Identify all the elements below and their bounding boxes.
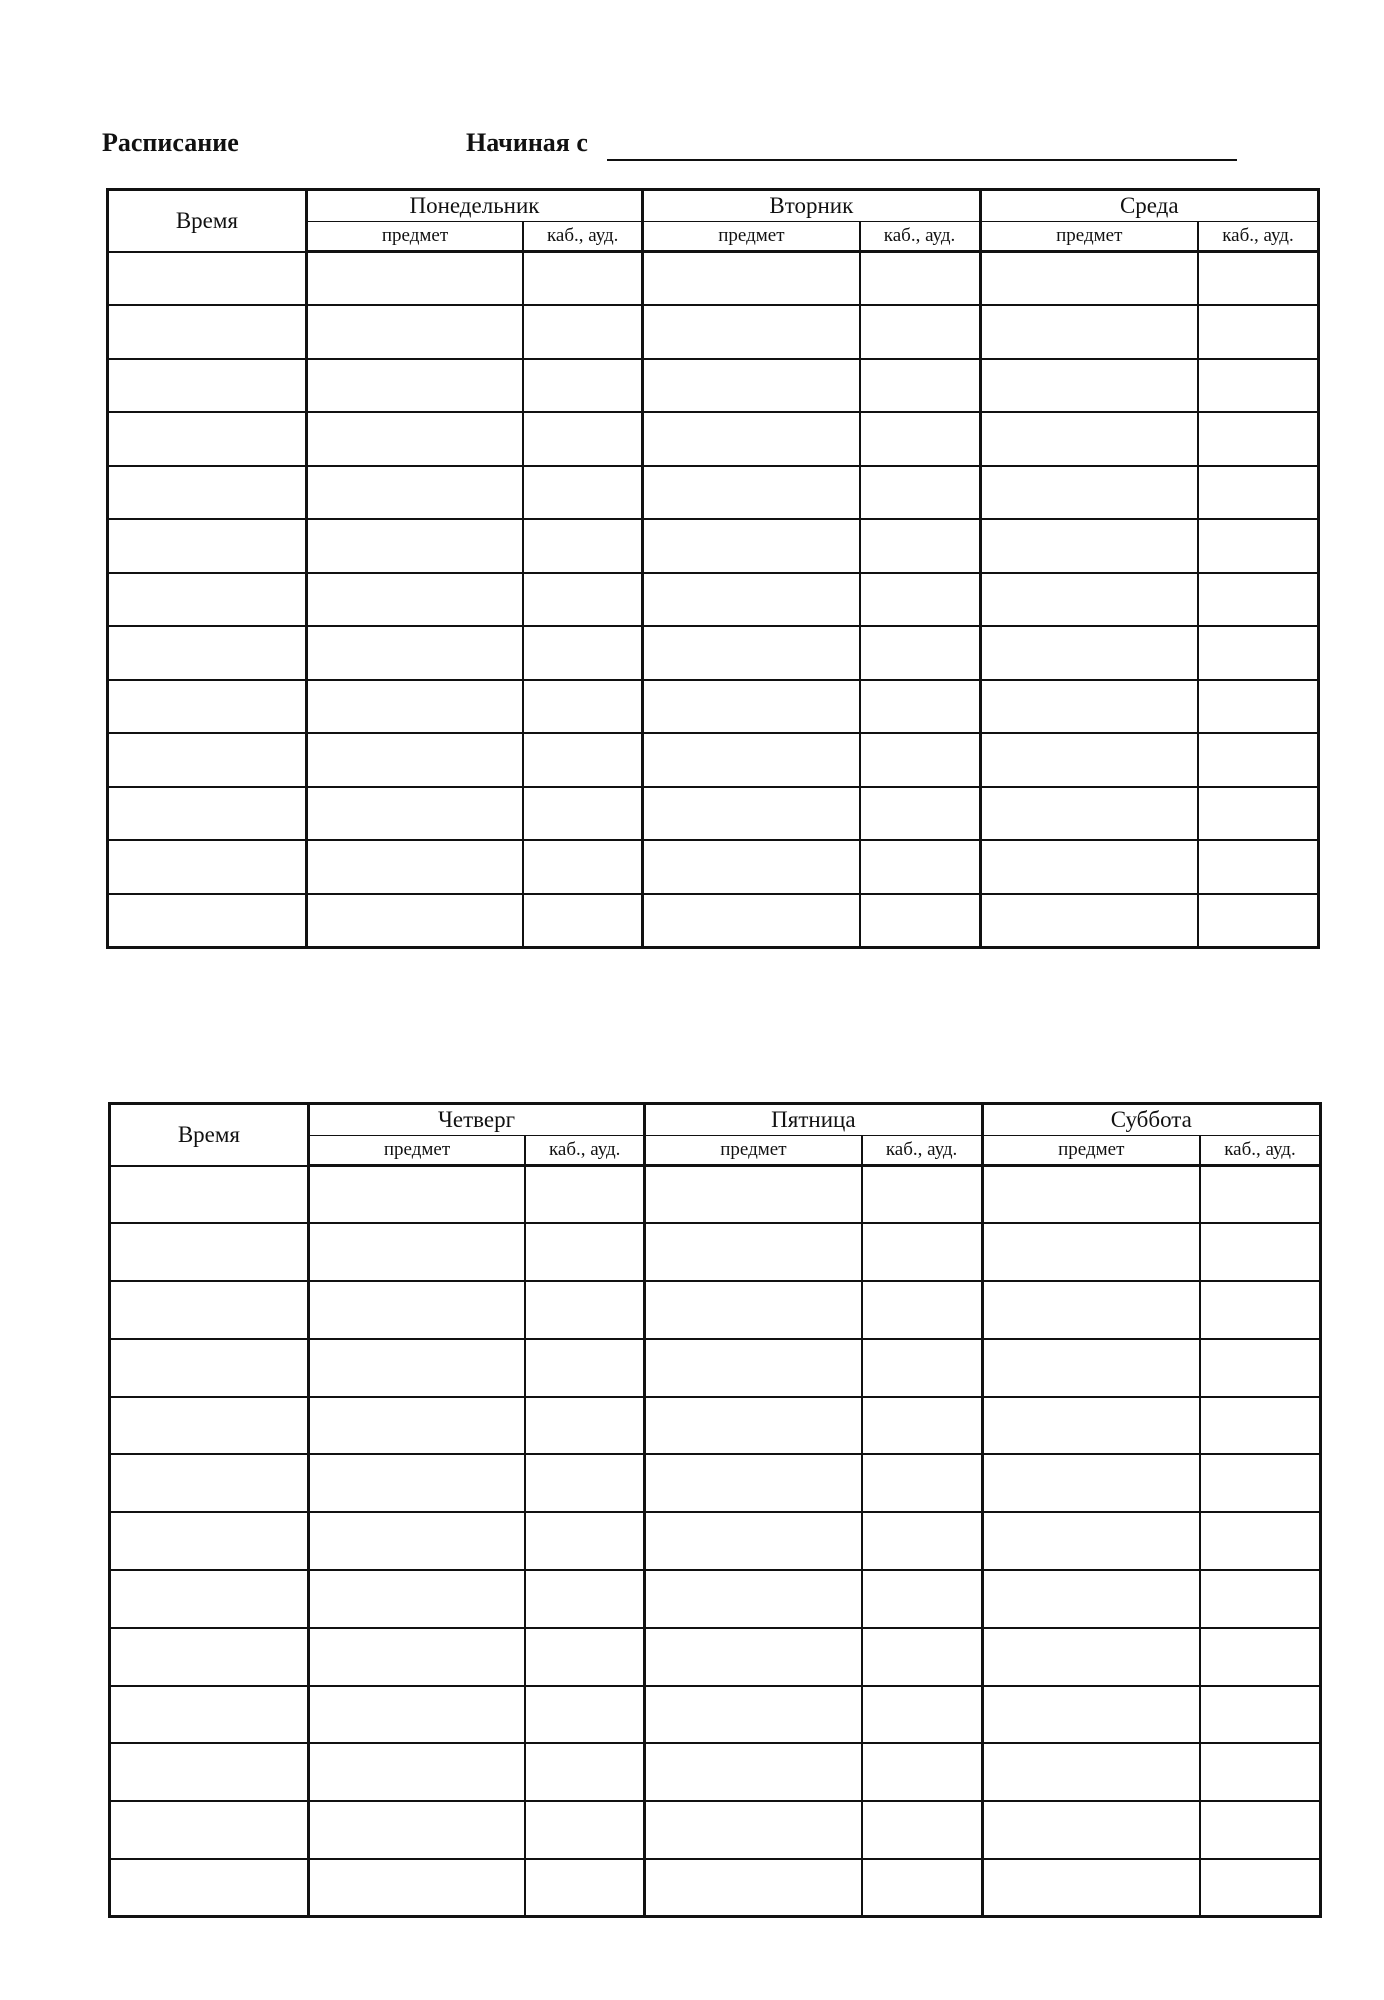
room-cell[interactable]	[1198, 680, 1319, 734]
time-cell[interactable]	[110, 1686, 309, 1744]
room-cell[interactable]	[860, 412, 981, 466]
room-cell[interactable]	[862, 1859, 982, 1917]
subject-cell[interactable]	[306, 626, 523, 680]
subject-cell[interactable]	[645, 1743, 862, 1801]
time-cell[interactable]	[108, 733, 307, 787]
room-header: каб., ауд.	[523, 222, 642, 252]
room-cell[interactable]	[523, 680, 642, 734]
subject-cell[interactable]	[645, 1339, 862, 1397]
time-cell[interactable]	[110, 1628, 309, 1686]
room-cell[interactable]	[1198, 573, 1319, 627]
page-title: Расписание	[102, 128, 239, 157]
room-cell[interactable]	[523, 412, 642, 466]
subject-cell[interactable]	[308, 1859, 525, 1917]
subject-header: предмет	[645, 1136, 862, 1166]
room-cell[interactable]	[1200, 1859, 1321, 1917]
room-cell[interactable]	[1200, 1512, 1321, 1570]
room-cell[interactable]	[1200, 1628, 1321, 1686]
subject-cell[interactable]	[643, 305, 860, 359]
room-cell[interactable]	[862, 1801, 982, 1859]
room-cell[interactable]	[1200, 1743, 1321, 1801]
subject-cell[interactable]	[306, 733, 523, 787]
time-column-header: Время	[108, 190, 307, 252]
room-cell[interactable]	[523, 573, 642, 627]
subject-cell[interactable]	[645, 1859, 862, 1917]
room-cell[interactable]	[525, 1281, 645, 1339]
table-row	[110, 1512, 1321, 1570]
room-cell[interactable]	[860, 466, 981, 520]
room-cell[interactable]	[860, 733, 981, 787]
room-cell[interactable]	[525, 1859, 645, 1917]
room-cell[interactable]	[1198, 359, 1319, 413]
subject-cell[interactable]	[308, 1570, 525, 1628]
room-cell[interactable]	[860, 519, 981, 573]
room-cell[interactable]	[862, 1281, 982, 1339]
room-cell[interactable]	[1200, 1801, 1321, 1859]
subject-cell[interactable]	[980, 412, 1198, 466]
room-cell[interactable]	[860, 626, 981, 680]
room-cell[interactable]	[1198, 894, 1319, 948]
time-cell[interactable]	[108, 519, 307, 573]
time-cell[interactable]	[108, 680, 307, 734]
subject-cell[interactable]	[982, 1743, 1200, 1801]
room-cell[interactable]	[523, 252, 642, 306]
time-cell[interactable]	[110, 1859, 309, 1917]
room-header: каб., ауд.	[860, 222, 981, 252]
subject-cell[interactable]	[980, 519, 1198, 573]
room-cell[interactable]	[1200, 1686, 1321, 1744]
time-cell[interactable]	[108, 840, 307, 894]
subject-cell[interactable]	[643, 894, 860, 948]
room-cell[interactable]	[1200, 1166, 1321, 1224]
subject-cell[interactable]	[982, 1859, 1200, 1917]
table-row	[108, 840, 1319, 894]
subject-cell[interactable]	[982, 1454, 1200, 1512]
table-row	[108, 787, 1319, 841]
subject-cell[interactable]	[643, 733, 860, 787]
subject-cell[interactable]	[645, 1570, 862, 1628]
subject-cell[interactable]	[308, 1743, 525, 1801]
table-row	[108, 680, 1319, 734]
room-cell[interactable]	[1198, 252, 1319, 306]
subject-cell[interactable]	[306, 840, 523, 894]
room-cell[interactable]	[862, 1512, 982, 1570]
subject-cell[interactable]	[306, 359, 523, 413]
day-header-monday: Понедельник	[306, 190, 642, 222]
subject-cell[interactable]	[982, 1570, 1200, 1628]
subject-cell[interactable]	[645, 1223, 862, 1281]
room-cell[interactable]	[862, 1743, 982, 1801]
room-cell[interactable]	[862, 1570, 982, 1628]
room-cell[interactable]	[1198, 626, 1319, 680]
room-cell[interactable]	[525, 1454, 645, 1512]
subject-cell[interactable]	[982, 1628, 1200, 1686]
subject-cell[interactable]	[982, 1801, 1200, 1859]
subject-cell[interactable]	[980, 626, 1198, 680]
room-cell[interactable]	[523, 840, 642, 894]
room-cell[interactable]	[860, 252, 981, 306]
time-cell[interactable]	[110, 1397, 309, 1455]
time-cell[interactable]	[108, 573, 307, 627]
subject-header: предмет	[982, 1136, 1200, 1166]
subject-cell[interactable]	[308, 1686, 525, 1744]
room-cell[interactable]	[860, 305, 981, 359]
subject-cell[interactable]	[643, 252, 860, 306]
table-row	[110, 1859, 1321, 1917]
subject-cell[interactable]	[980, 573, 1198, 627]
time-cell[interactable]	[108, 466, 307, 520]
subject-cell[interactable]	[982, 1166, 1200, 1224]
subject-cell[interactable]	[982, 1512, 1200, 1570]
room-cell[interactable]	[1198, 733, 1319, 787]
room-cell[interactable]	[860, 359, 981, 413]
table-row	[108, 626, 1319, 680]
room-cell[interactable]	[860, 787, 981, 841]
table-row	[110, 1166, 1321, 1224]
subject-cell[interactable]	[308, 1628, 525, 1686]
room-cell[interactable]	[862, 1397, 982, 1455]
day-header-tuesday: Вторник	[643, 190, 980, 222]
room-cell[interactable]	[860, 573, 981, 627]
room-cell[interactable]	[525, 1397, 645, 1455]
page-header	[102, 128, 1242, 168]
room-cell[interactable]	[860, 840, 981, 894]
table-row	[110, 1339, 1321, 1397]
subject-cell[interactable]	[308, 1281, 525, 1339]
room-cell[interactable]	[523, 787, 642, 841]
subject-header: предмет	[308, 1136, 525, 1166]
table-row	[110, 1743, 1321, 1801]
time-cell[interactable]	[110, 1743, 309, 1801]
subject-cell[interactable]	[643, 680, 860, 734]
time-cell[interactable]	[108, 787, 307, 841]
room-cell[interactable]	[860, 680, 981, 734]
day-header-friday: Пятница	[645, 1104, 982, 1136]
subject-cell[interactable]	[645, 1166, 862, 1224]
table-row	[108, 359, 1319, 413]
schedule-table-1	[106, 188, 1320, 949]
subject-cell[interactable]	[982, 1223, 1200, 1281]
subject-cell[interactable]	[980, 252, 1198, 306]
subject-cell[interactable]	[643, 787, 860, 841]
day-header-saturday: Суббота	[982, 1104, 1320, 1136]
subject-cell[interactable]	[308, 1397, 525, 1455]
room-cell[interactable]	[525, 1686, 645, 1744]
subject-cell[interactable]	[306, 252, 523, 306]
room-cell[interactable]	[523, 519, 642, 573]
subject-cell[interactable]	[308, 1166, 525, 1224]
room-cell[interactable]	[525, 1801, 645, 1859]
schedule-table-2	[108, 1102, 1322, 1918]
table-row	[110, 1570, 1321, 1628]
room-cell[interactable]	[523, 733, 642, 787]
subject-cell[interactable]	[980, 840, 1198, 894]
subject-cell[interactable]	[645, 1801, 862, 1859]
table-row	[110, 1801, 1321, 1859]
time-cell[interactable]	[108, 305, 307, 359]
subject-cell[interactable]	[306, 894, 523, 948]
subject-cell[interactable]	[643, 359, 860, 413]
room-cell[interactable]	[523, 466, 642, 520]
time-cell[interactable]	[110, 1166, 309, 1224]
room-cell[interactable]	[860, 894, 981, 948]
time-cell[interactable]	[110, 1570, 309, 1628]
room-cell[interactable]	[862, 1223, 982, 1281]
subject-cell[interactable]	[980, 894, 1198, 948]
room-header: каб., ауд.	[1200, 1136, 1321, 1166]
time-column-header: Время	[110, 1104, 309, 1166]
subject-cell[interactable]	[308, 1512, 525, 1570]
subject-cell[interactable]	[645, 1686, 862, 1744]
start-date-field[interactable]	[607, 159, 1237, 161]
room-header: каб., ауд.	[862, 1136, 982, 1166]
room-cell[interactable]	[1198, 840, 1319, 894]
subject-cell[interactable]	[306, 466, 523, 520]
subject-header: предмет	[980, 222, 1198, 252]
room-cell[interactable]	[523, 359, 642, 413]
start-date-label: Начиная с	[466, 128, 588, 157]
table-row	[108, 305, 1319, 359]
time-cell[interactable]	[108, 252, 307, 306]
time-cell[interactable]	[110, 1454, 309, 1512]
subject-cell[interactable]	[306, 680, 523, 734]
room-cell[interactable]	[525, 1339, 645, 1397]
table-row	[110, 1281, 1321, 1339]
table-row	[110, 1397, 1321, 1455]
subject-cell[interactable]	[982, 1397, 1200, 1455]
subject-header: предмет	[643, 222, 860, 252]
room-cell[interactable]	[1200, 1397, 1321, 1455]
table-row	[108, 733, 1319, 787]
subject-cell[interactable]	[982, 1686, 1200, 1744]
table-row	[110, 1686, 1321, 1744]
room-cell[interactable]	[862, 1166, 982, 1224]
room-cell[interactable]	[862, 1628, 982, 1686]
time-cell[interactable]	[108, 359, 307, 413]
day-header-thursday: Четверг	[308, 1104, 644, 1136]
table-row	[108, 466, 1319, 520]
subject-cell[interactable]	[982, 1339, 1200, 1397]
subject-cell[interactable]	[306, 787, 523, 841]
room-cell[interactable]	[1198, 519, 1319, 573]
subject-cell[interactable]	[645, 1628, 862, 1686]
time-cell[interactable]	[110, 1512, 309, 1570]
subject-cell[interactable]	[306, 412, 523, 466]
time-cell[interactable]	[108, 626, 307, 680]
table-row	[110, 1454, 1321, 1512]
subject-cell[interactable]	[645, 1512, 862, 1570]
subject-cell[interactable]	[645, 1397, 862, 1455]
subject-cell[interactable]	[306, 305, 523, 359]
time-cell[interactable]	[110, 1223, 309, 1281]
room-cell[interactable]	[1198, 305, 1319, 359]
subject-cell[interactable]	[308, 1223, 525, 1281]
subject-cell[interactable]	[308, 1339, 525, 1397]
room-cell[interactable]	[862, 1454, 982, 1512]
table-row	[108, 252, 1319, 306]
schedule-body	[110, 1166, 1321, 1917]
room-cell[interactable]	[862, 1339, 982, 1397]
subject-header: предмет	[306, 222, 523, 252]
day-header-wednesday: Среда	[980, 190, 1318, 222]
room-cell[interactable]	[525, 1223, 645, 1281]
subject-cell[interactable]	[306, 519, 523, 573]
room-cell[interactable]	[1198, 412, 1319, 466]
room-cell[interactable]	[525, 1743, 645, 1801]
subject-cell[interactable]	[980, 680, 1198, 734]
room-cell[interactable]	[1200, 1223, 1321, 1281]
room-cell[interactable]	[525, 1628, 645, 1686]
subject-cell[interactable]	[980, 787, 1198, 841]
subject-cell[interactable]	[308, 1801, 525, 1859]
subject-cell[interactable]	[643, 626, 860, 680]
subject-cell[interactable]	[980, 466, 1198, 520]
schedule-body	[108, 252, 1319, 948]
time-cell[interactable]	[110, 1281, 309, 1339]
subject-cell[interactable]	[645, 1454, 862, 1512]
room-header: каб., ауд.	[525, 1136, 645, 1166]
subject-cell[interactable]	[643, 840, 860, 894]
subject-cell[interactable]	[645, 1281, 862, 1339]
room-cell[interactable]	[523, 305, 642, 359]
room-cell[interactable]	[523, 626, 642, 680]
subject-cell[interactable]	[643, 412, 860, 466]
room-cell[interactable]	[1200, 1454, 1321, 1512]
room-cell[interactable]	[523, 894, 642, 948]
subject-cell[interactable]	[643, 519, 860, 573]
room-cell[interactable]	[1200, 1281, 1321, 1339]
table-row	[110, 1628, 1321, 1686]
time-cell[interactable]	[110, 1801, 309, 1859]
time-cell[interactable]	[110, 1339, 309, 1397]
room-cell[interactable]	[525, 1166, 645, 1224]
subject-cell[interactable]	[308, 1454, 525, 1512]
room-header: каб., ауд.	[1198, 222, 1319, 252]
subject-cell[interactable]	[306, 573, 523, 627]
table-row	[108, 519, 1319, 573]
subject-cell[interactable]	[643, 573, 860, 627]
table-row	[108, 894, 1319, 948]
table-row	[110, 1223, 1321, 1281]
time-cell[interactable]	[108, 412, 307, 466]
room-cell[interactable]	[1198, 787, 1319, 841]
room-cell[interactable]	[1198, 466, 1319, 520]
room-cell[interactable]	[1200, 1570, 1321, 1628]
room-cell[interactable]	[525, 1570, 645, 1628]
subject-cell[interactable]	[980, 359, 1198, 413]
room-cell[interactable]	[525, 1512, 645, 1570]
room-cell[interactable]	[1200, 1339, 1321, 1397]
subject-cell[interactable]	[982, 1281, 1200, 1339]
table-row	[108, 573, 1319, 627]
room-cell[interactable]	[862, 1686, 982, 1744]
subject-cell[interactable]	[980, 733, 1198, 787]
subject-cell[interactable]	[980, 305, 1198, 359]
table-row	[108, 412, 1319, 466]
time-cell[interactable]	[108, 894, 307, 948]
subject-cell[interactable]	[643, 466, 860, 520]
